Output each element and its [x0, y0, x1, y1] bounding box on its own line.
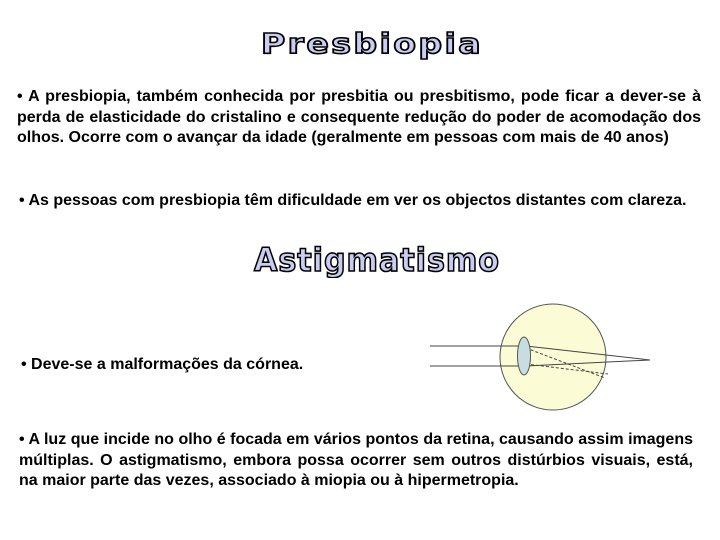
presbiopia-title-text: Presbiopia: [261, 27, 483, 60]
astigmatismo-cause: • Deve-se a malformações da córnea.: [21, 356, 304, 373]
lens: [518, 337, 531, 375]
presbiopia-title: [256, 26, 488, 60]
astigmatismo-title-text: Astigmatismo: [254, 241, 500, 278]
presbiopia-symptom: • As pessoas com presbiopia têm dificuldade em ver os objectos distantes com clareza.: [19, 192, 687, 209]
presbiopia-definition: • A presbiopia, também conhecida por presbitia ou presbitismo, pode ficar a dever-se à perda de elasticidade do cristalino e consequente redução do poder de acomodação dos olhos. Ocorre com o avançar da idade (geralmente em pessoas com mais de 40 anos): [17, 88, 701, 146]
eyeball: [500, 304, 606, 410]
astigmatismo-detail: • A luz que incide no olho é focada em vários pontos da retina, causando assim imagens múltiplas. O astigmatismo, embora possa ocorrer sem outros distúrbios visuais, está, na maior parte das vezes, associado à miopia ou à hipermetropia.: [19, 431, 693, 489]
eye-diagram: [430, 300, 670, 415]
astigmatismo-title: [248, 240, 508, 278]
